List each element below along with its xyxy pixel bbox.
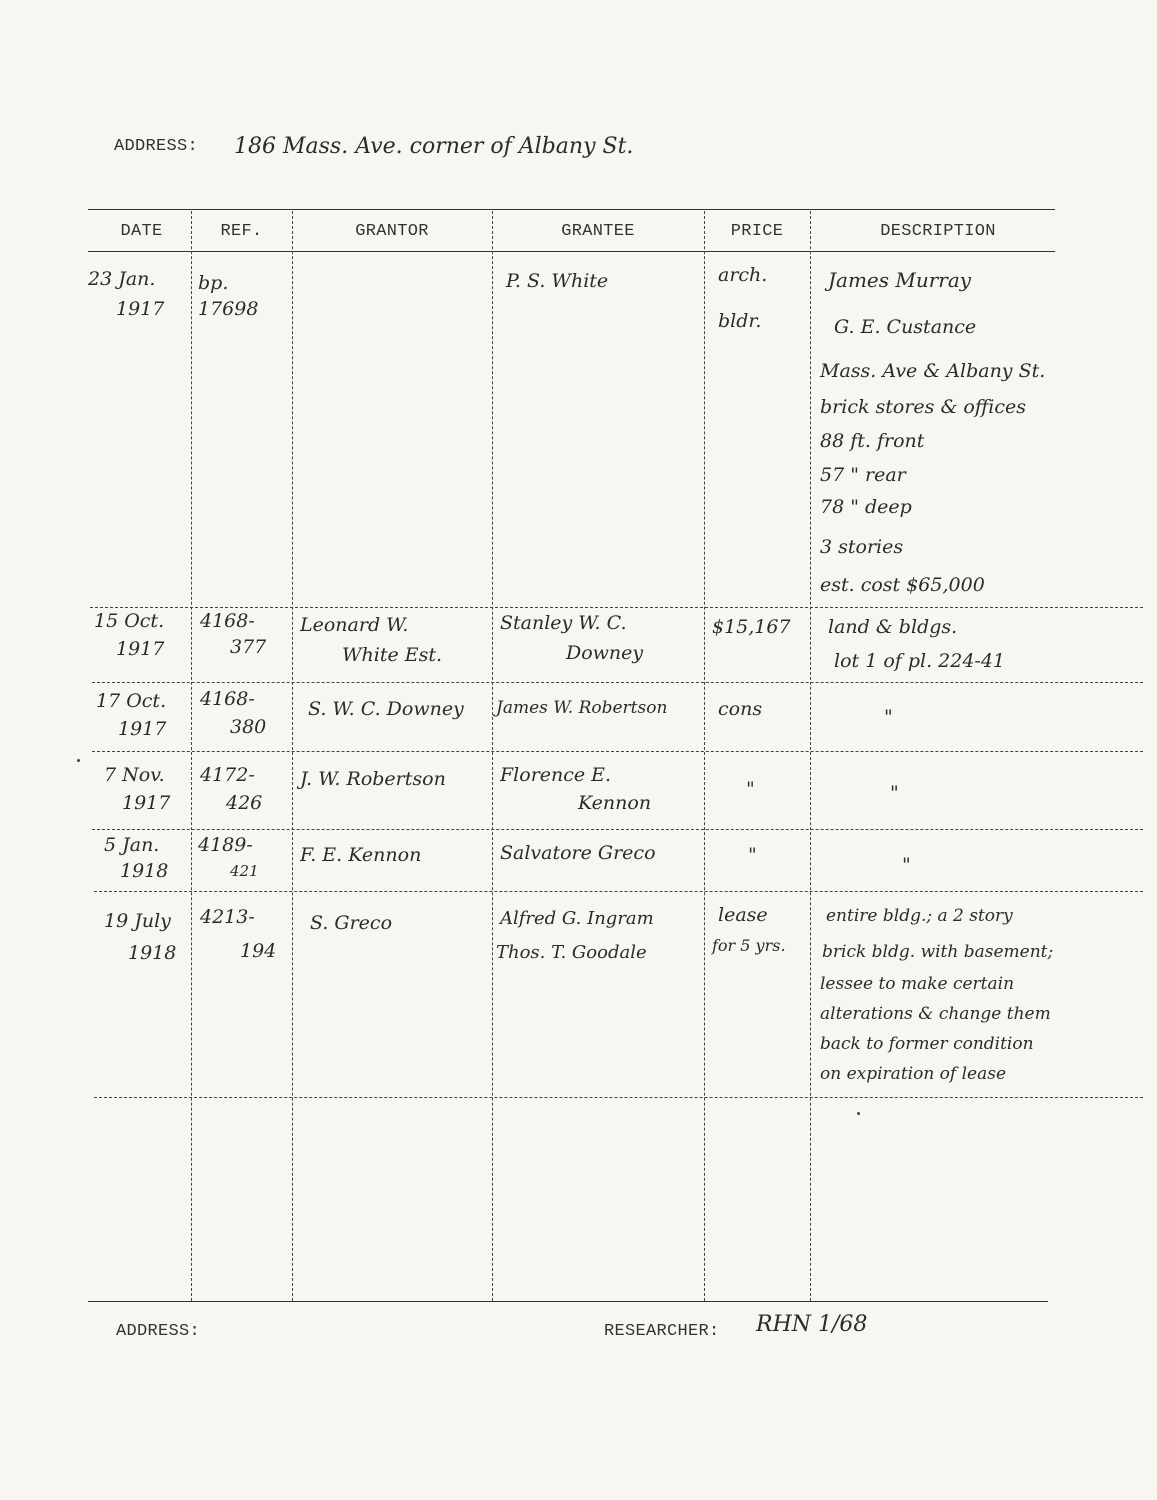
row-grantee-line: Downey <box>566 642 644 664</box>
address-value: 186 Mass. Ave. corner of Albany St. <box>234 134 634 159</box>
row-date-line: 1917 <box>116 638 165 660</box>
row-description-line: 3 stories <box>820 536 904 558</box>
row-rule <box>94 1097 1143 1098</box>
row-grantee-line: Thos. T. Goodale <box>496 942 647 963</box>
row-rule <box>94 891 1143 892</box>
row-rule <box>92 829 1143 830</box>
address-label: ADDRESS: <box>114 137 199 156</box>
row-price-line: " <box>746 778 755 800</box>
researcher-label: RESEARCHER: <box>604 1322 720 1341</box>
row-description-line: lessee to make certain <box>820 974 1015 994</box>
row-description-line: brick bldg. with basement; <box>822 942 1054 962</box>
row-price-line: lease <box>718 904 768 926</box>
column-divider <box>704 211 705 1301</box>
row-description-line: 88 ft. front <box>820 430 925 452</box>
row-grantee-line: Stanley W. C. <box>500 612 627 634</box>
row-ref-line: 194 <box>240 940 277 962</box>
row-price-line: bldr. <box>718 310 762 332</box>
row-grantee-line: Kennon <box>578 792 652 814</box>
column-divider <box>810 211 811 1301</box>
row-ref-line: 4168- <box>200 688 255 710</box>
row-date-line: 1917 <box>122 792 171 814</box>
row-ref-line: 377 <box>230 636 267 658</box>
row-description-line: " <box>902 854 911 876</box>
row-description-line: entire bldg.; a 2 story <box>826 906 1013 926</box>
row-description-line: land & bldgs. <box>828 616 958 638</box>
row-ref-line: 421 <box>230 862 259 880</box>
row-price-line: for 5 yrs. <box>712 936 786 955</box>
row-grantor-line: J. W. Robertson <box>300 768 446 790</box>
row-grantee-line: Florence E. <box>500 764 612 786</box>
row-description-line: James Murray <box>828 268 972 292</box>
row-description-line: alterations & change them <box>820 1004 1051 1024</box>
column-header-grantor: GRANTOR <box>355 222 429 241</box>
column-header-grantee: GRANTEE <box>561 222 635 241</box>
row-description-line: lot 1 of pl. 224-41 <box>834 650 1006 672</box>
row-ref-line: 380 <box>230 716 267 738</box>
row-price-line: " <box>748 844 757 866</box>
row-date-line: 1918 <box>128 942 177 964</box>
column-header-date: DATE <box>120 222 163 241</box>
column-header-description: DESCRIPTION <box>880 222 996 241</box>
researcher-value: RHN 1/68 <box>756 1312 868 1337</box>
column-header-ref: REF. <box>220 222 263 241</box>
row-description-line: Mass. Ave & Albany St. <box>820 360 1046 382</box>
row-description-line: est. cost $65,000 <box>820 574 985 596</box>
table-bottom-rule <box>88 1301 1048 1302</box>
row-rule <box>90 607 1143 608</box>
row-ref-line: 4189- <box>198 834 253 856</box>
row-date-line: 1918 <box>120 860 169 882</box>
ink-dot <box>77 759 80 762</box>
row-description-line: G. E. Custance <box>834 316 977 338</box>
row-price-line: cons <box>718 698 763 720</box>
row-grantor-line: Leonard W. <box>300 614 409 636</box>
row-description-line: brick stores & offices <box>820 396 1027 418</box>
row-date-line: 5 Jan. <box>104 834 160 856</box>
row-date-line: 1917 <box>116 298 165 320</box>
row-grantee-line: Salvatore Greco <box>500 842 656 864</box>
row-ref-line: bp. <box>198 272 229 294</box>
row-ref-line: 4172- <box>200 764 255 786</box>
row-price-line: arch. <box>718 264 768 286</box>
row-grantor-line: S. W. C. Downey <box>308 698 464 720</box>
column-header-price: PRICE <box>730 222 784 241</box>
column-divider <box>191 211 192 1301</box>
row-description-line: 57 " rear <box>820 464 906 486</box>
row-date-line: 23 Jan. <box>88 268 156 290</box>
row-description-line: back to former condition <box>820 1034 1034 1054</box>
row-description-line: on expiration of lease <box>820 1064 1007 1084</box>
row-description-line: " <box>884 706 893 728</box>
row-grantee-line: Alfred G. Ingram <box>500 908 654 929</box>
row-description-line: 78 " deep <box>820 496 912 518</box>
row-grantee-line: P. S. White <box>506 270 609 292</box>
row-ref-line: 426 <box>226 792 263 814</box>
row-grantor-line: White Est. <box>342 644 443 666</box>
row-ref-line: 17698 <box>198 298 259 320</box>
row-date-line: 15 Oct. <box>94 610 165 632</box>
row-ref-line: 4213- <box>200 906 255 928</box>
row-rule <box>92 682 1143 683</box>
ink-dot <box>857 1112 860 1115</box>
row-description-line: " <box>890 782 899 804</box>
row-grantor-line: S. Greco <box>310 912 393 934</box>
row-date-line: 17 Oct. <box>96 690 167 712</box>
column-divider <box>492 211 493 1301</box>
row-ref-line: 4168- <box>200 610 255 632</box>
row-grantee-line: James W. Robertson <box>496 698 668 718</box>
row-grantor-line: F. E. Kennon <box>300 844 422 866</box>
table-top-rule <box>88 209 1055 210</box>
row-date-line: 19 July <box>104 910 171 932</box>
footer-address-label: ADDRESS: <box>116 1322 201 1341</box>
row-date-line: 1917 <box>118 718 167 740</box>
column-divider <box>292 211 293 1301</box>
row-price-line: $15,167 <box>712 616 791 638</box>
row-rule <box>92 751 1143 752</box>
header-bottom-rule <box>88 251 1055 252</box>
row-date-line: 7 Nov. <box>104 764 165 786</box>
